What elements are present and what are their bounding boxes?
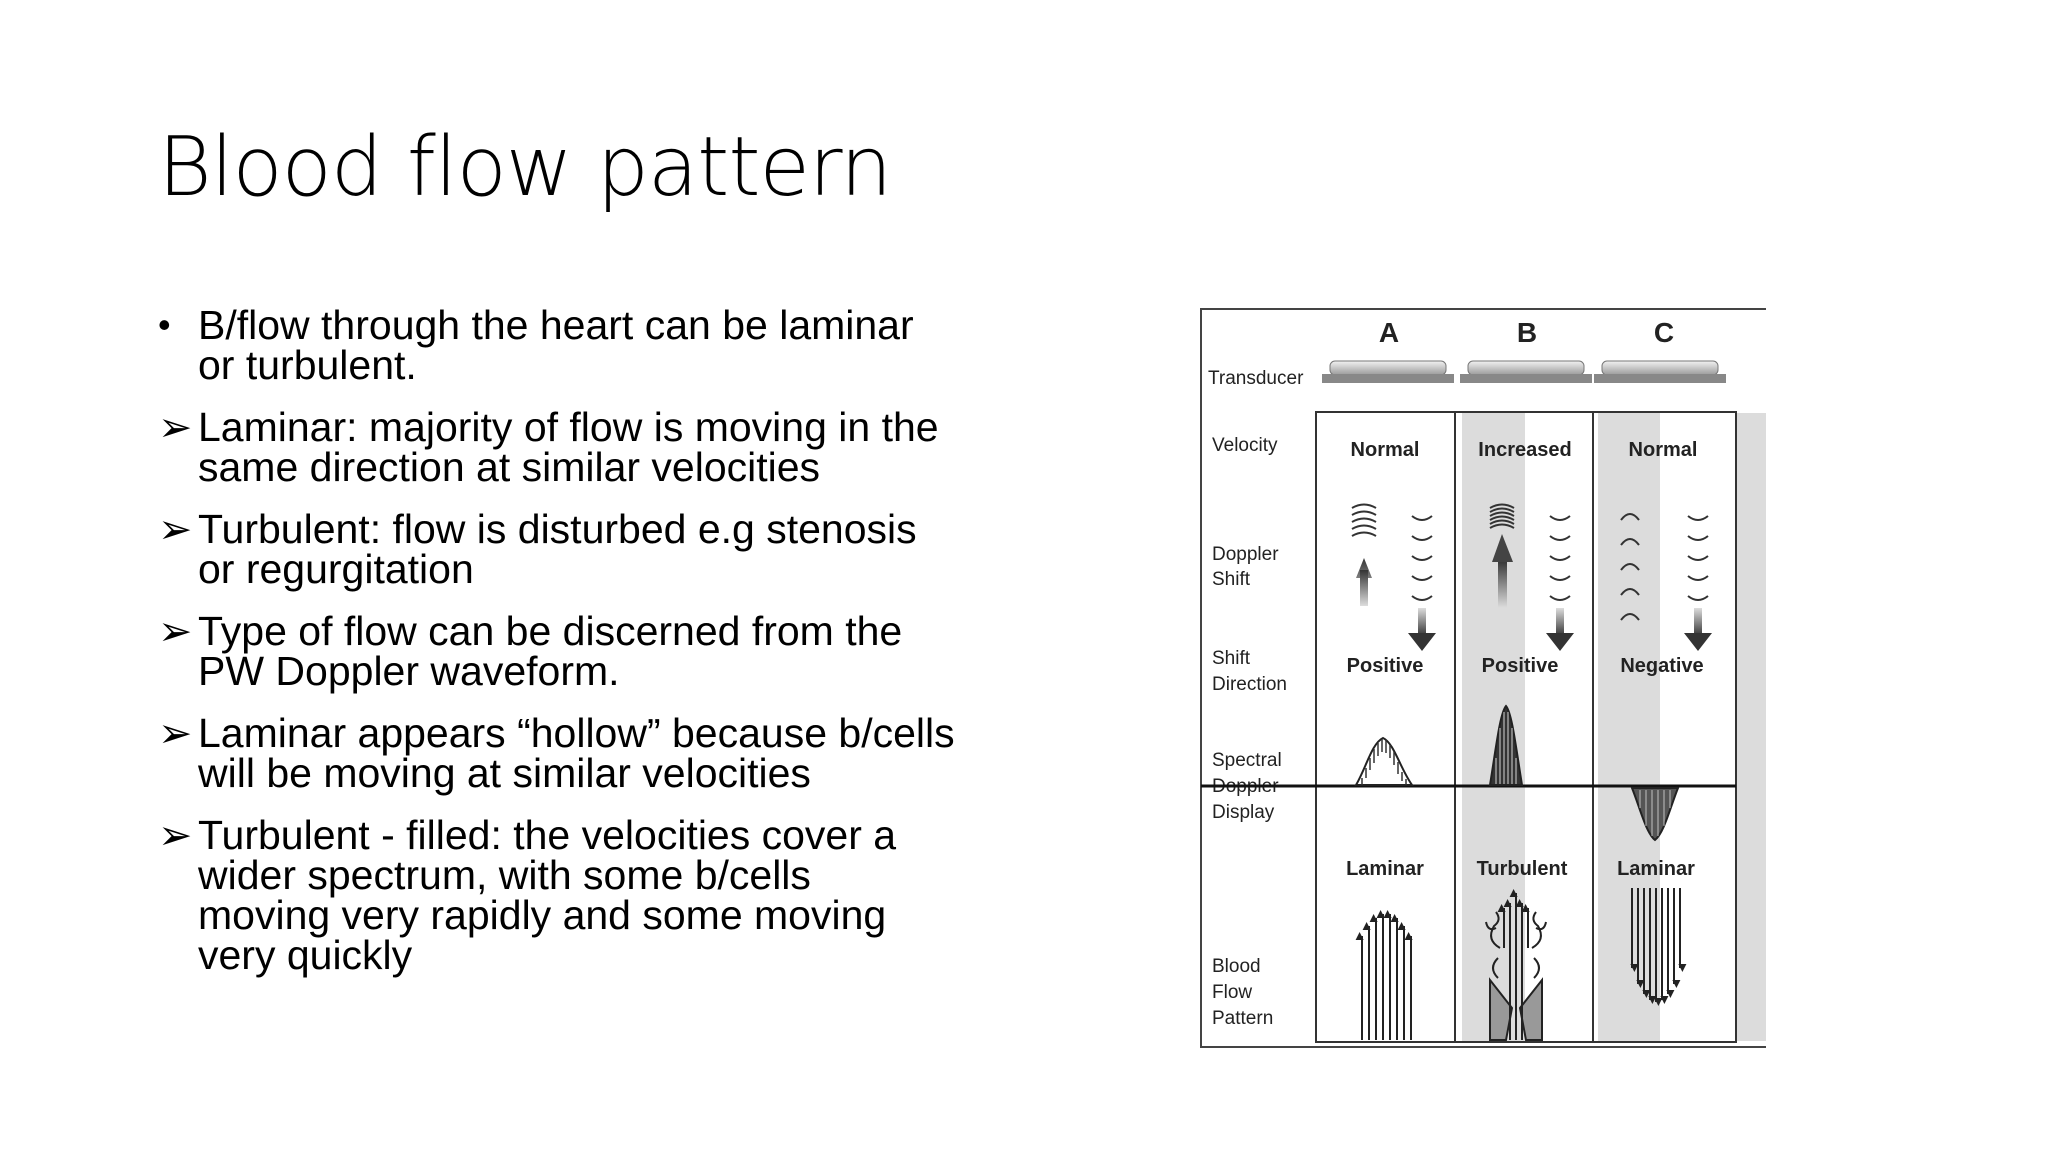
arrow-bullet-icon: ➢ bbox=[158, 710, 193, 756]
slide-title: Blood flow pattern bbox=[158, 120, 892, 215]
arrow-up-icon bbox=[1498, 560, 1507, 608]
column-header-a: A bbox=[1378, 317, 1400, 348]
bullet-item bbox=[158, 302, 1058, 388]
row-label-velocity: Velocity bbox=[1212, 435, 1278, 456]
transducer-icon bbox=[1460, 361, 1592, 383]
velocity-b: Increased bbox=[1478, 439, 1572, 461]
row-label-spectral-display: Spectral bbox=[1212, 750, 1282, 771]
bullet-item bbox=[158, 710, 1058, 796]
velocity-a: Normal bbox=[1350, 439, 1420, 461]
row-label-doppler-shift: Shift bbox=[1212, 569, 1251, 590]
column-shade-c bbox=[1737, 413, 1766, 1041]
arrow-bullet-icon: ➢ bbox=[158, 608, 193, 654]
shift-direction-b: Positive bbox=[1481, 655, 1559, 677]
flow-type-c: Laminar bbox=[1617, 858, 1695, 880]
bullet-line: Type of flow can be discerned from the bbox=[198, 608, 903, 654]
bullet-line: Turbulent: flow is disturbed e.g stenosis bbox=[198, 506, 917, 552]
arrow-down-icon bbox=[1408, 633, 1436, 651]
bullet-line: Laminar appears “hollow” because b/cells bbox=[198, 710, 955, 756]
arrow-down-icon bbox=[1694, 608, 1702, 636]
bullet-item bbox=[158, 404, 1058, 490]
bullet-line: Turbulent - filled: the velocities cover a bbox=[198, 812, 897, 858]
bullet-line: or turbulent. bbox=[198, 342, 417, 388]
column-header-b: B bbox=[1516, 317, 1538, 348]
column-header-c: C bbox=[1653, 317, 1675, 348]
arrow-down-icon bbox=[1684, 633, 1712, 651]
arrow-down-icon bbox=[1546, 633, 1574, 651]
bullet-line: PW Doppler waveform. bbox=[198, 648, 620, 694]
flow-type-b: Turbulent bbox=[1476, 858, 1568, 880]
arrow-up-icon bbox=[1360, 570, 1368, 606]
bullet-line: wider spectrum, with some b/cells bbox=[198, 852, 811, 898]
arrow-bullet-icon: ➢ bbox=[158, 404, 193, 450]
row-label-blood-flow: Blood bbox=[1212, 956, 1261, 977]
row-label-shift-direction: Direction bbox=[1212, 674, 1287, 695]
bullet-line: will be moving at similar velocities bbox=[198, 750, 811, 796]
bullet-line: moving very rapidly and some moving bbox=[198, 892, 887, 938]
bullet-item bbox=[158, 608, 1058, 694]
spectral-waveform-a bbox=[1356, 738, 1412, 785]
arrow-bullet-icon: ➢ bbox=[158, 812, 193, 858]
row-label-transducer: Transducer bbox=[1208, 368, 1304, 389]
arrow-down-icon bbox=[1556, 608, 1564, 636]
bullet-line: or regurgitation bbox=[198, 546, 474, 592]
bullet-line: B/flow through the heart can be laminar bbox=[198, 302, 914, 348]
shift-direction-a: Positive bbox=[1346, 655, 1424, 677]
bullet-item bbox=[158, 812, 1058, 978]
transducer-icon bbox=[1594, 361, 1726, 383]
bullet-line: Laminar: majority of flow is moving in the bbox=[198, 404, 939, 450]
bullet-line: same direction at similar velocities bbox=[198, 444, 821, 490]
laminar-flow-up-icon bbox=[1362, 914, 1411, 1040]
arrow-bullet-icon: ➢ bbox=[158, 506, 193, 552]
row-label-doppler-shift: Doppler bbox=[1212, 544, 1279, 565]
doppler-figure bbox=[1200, 308, 1766, 1048]
row-label-blood-flow: Flow bbox=[1212, 982, 1253, 1003]
row-label-blood-flow: Pattern bbox=[1212, 1008, 1274, 1029]
transducer-icon bbox=[1322, 361, 1454, 383]
velocity-c: Normal bbox=[1628, 439, 1698, 461]
bullet-line: very quickly bbox=[198, 932, 413, 978]
bullet-item bbox=[158, 506, 1058, 592]
bullet-list bbox=[158, 302, 1058, 997]
row-label-spectral-display: Display bbox=[1212, 802, 1275, 823]
shift-direction-c: Negative bbox=[1620, 655, 1704, 677]
row-label-spectral-display: Doppler bbox=[1212, 776, 1279, 797]
row-label-shift-direction: Shift bbox=[1212, 648, 1251, 669]
doppler-diagram bbox=[1200, 308, 1766, 1048]
bullet-marker: • bbox=[158, 304, 171, 345]
flow-type-a: Laminar bbox=[1346, 858, 1424, 880]
arrow-down-icon bbox=[1418, 608, 1426, 636]
